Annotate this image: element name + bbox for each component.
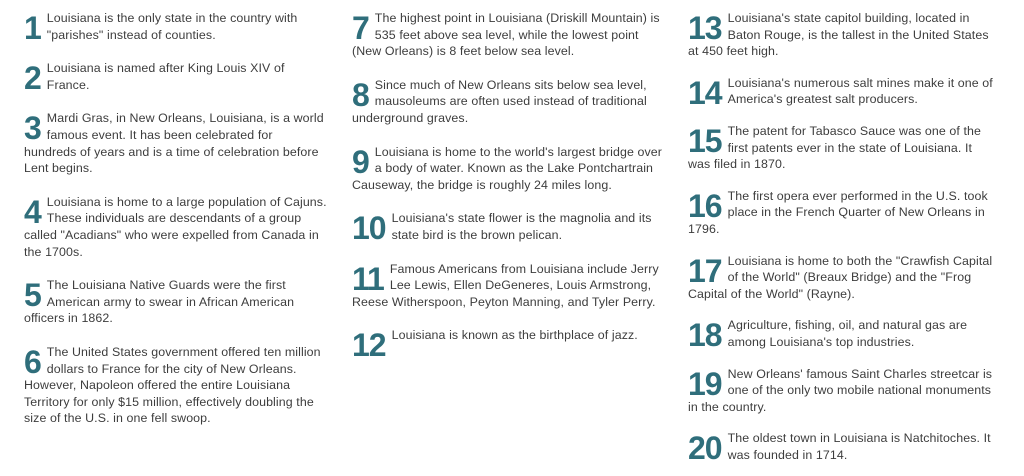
- fact-item: [352, 327, 664, 364]
- fact-text: Louisiana is named after King Louis XIV of France.: [46, 61, 285, 92]
- fact-item: [688, 317, 994, 354]
- fact-number: 3: [24, 110, 41, 147]
- fact-text: Louisiana is home to a large population of Cajuns. These individuals are descendants of a group called "Acadians" who were expelled from Canada in the 1700s.: [24, 194, 327, 259]
- fact-number: 14: [688, 74, 722, 111]
- fact-number: 17: [688, 252, 722, 289]
- fact-item: [352, 144, 664, 194]
- fact-text: The first opera ever performed in the U.S. took place in the French Quarter of New Orleans in 1796.: [688, 188, 988, 236]
- fact-item: [688, 253, 994, 303]
- fact-number: 20: [688, 430, 722, 467]
- fact-number: 15: [688, 122, 722, 159]
- fact-number: 16: [688, 187, 722, 224]
- fact-text: The patent for Tabasco Sauce was one of the first patents ever in the state of Louisiana. It was filed in 1870.: [688, 123, 982, 172]
- fact-item: [688, 188, 994, 238]
- fact-item: [352, 10, 664, 60]
- fact-item: [688, 123, 994, 173]
- fact-number: 2: [24, 60, 41, 97]
- fact-number: 12: [352, 327, 386, 364]
- fact-text: Louisiana is home to the world's largest bridge over a body of water. Known as the Lake Pontchartrain Causeway, the bridge is roughly 24 miles long.: [352, 144, 662, 192]
- fact-number: 1: [24, 10, 41, 46]
- fact-text: Louisiana's state flower is the magnolia and its state bird is the brown pelican.: [391, 211, 652, 242]
- fact-text: The highest point in Louisiana (Driskill Mountain) is 535 feet above sea level, while the lowest point (New Orleans) is 8 feet below sea level.: [352, 11, 660, 59]
- fact-number: 10: [352, 210, 386, 247]
- fact-text: Louisiana's numerous salt mines make it one of America's greatest salt producers.: [727, 75, 993, 107]
- fact-item: [24, 194, 328, 260]
- fact-text: Louisiana is home to both the "Crawfish Capital of the World" (Breaux Bridge) and the "Frog Capital of the World" (Rayne).: [688, 253, 993, 301]
- facts-column-1: [24, 10, 328, 476]
- fact-item: [688, 10, 994, 60]
- fact-item: [352, 77, 664, 127]
- fact-item: [688, 430, 994, 467]
- fact-item: [24, 277, 328, 327]
- fact-number: 9: [352, 143, 369, 180]
- fact-text: New Orleans' famous Saint Charles streetcar is one of the only two mobile national monuments in the country.: [688, 366, 993, 414]
- fact-text: Louisiana is the only state in the country with "parishes" instead of counties.: [46, 11, 298, 42]
- fact-text: The oldest town in Louisiana is Natchitoches. It was founded in 1714.: [727, 431, 991, 462]
- fact-text: Louisiana's state capitol building, located in Baton Rouge, is the tallest in the United States at 450 feet high.: [688, 11, 989, 59]
- fact-item: [24, 110, 328, 176]
- fact-number: 18: [688, 317, 722, 354]
- fact-number: 8: [352, 76, 369, 113]
- fact-text: Famous Americans from Louisiana include Jerry Lee Lewis, Ellen DeGeneres, Louis Armstrong, Reese Witherspoon, Peyton Manning, and Tyler Perry.: [352, 261, 659, 309]
- fact-item: [24, 60, 328, 97]
- fact-text: Louisiana is known as the birthplace of jazz.: [391, 328, 638, 343]
- fact-number: 19: [688, 365, 722, 402]
- fact-item: [24, 344, 328, 427]
- fact-text: The Louisiana Native Guards were the first American army to swear in African American officers in 1862.: [24, 278, 295, 326]
- fact-number: 7: [352, 10, 369, 46]
- fact-item: [352, 261, 664, 311]
- fact-text: Since much of New Orleans sits below sea level, mausoleums are often used instead of traditional underground graves.: [352, 77, 647, 125]
- fact-number: 11: [352, 260, 384, 297]
- fact-number: 4: [24, 193, 41, 230]
- fact-item: [352, 210, 664, 247]
- fact-number: 5: [24, 277, 41, 314]
- fact-number: 13: [688, 10, 722, 46]
- fact-number: 6: [24, 343, 41, 380]
- fact-text: Agriculture, fishing, oil, and natural gas are among Louisiana's top industries.: [727, 318, 968, 349]
- fact-item: [688, 366, 994, 416]
- fact-text: The United States government offered ten million dollars to France for the city of New Orleans. However, Napoleon offered the entire Louisiana Territory for only $15 million, effectively doubling the size of the U.S. in one fell swoop.: [24, 344, 321, 426]
- facts-column-3: [688, 10, 994, 476]
- facts-column-2: [352, 10, 664, 476]
- fact-item: [24, 10, 328, 46]
- fact-item: [688, 74, 994, 111]
- fact-text: Mardi Gras, in New Orleans, Louisiana, is a world famous event. It has been celebrated for hundreds of years and is a time of celebration before Lent begins.: [24, 111, 324, 176]
